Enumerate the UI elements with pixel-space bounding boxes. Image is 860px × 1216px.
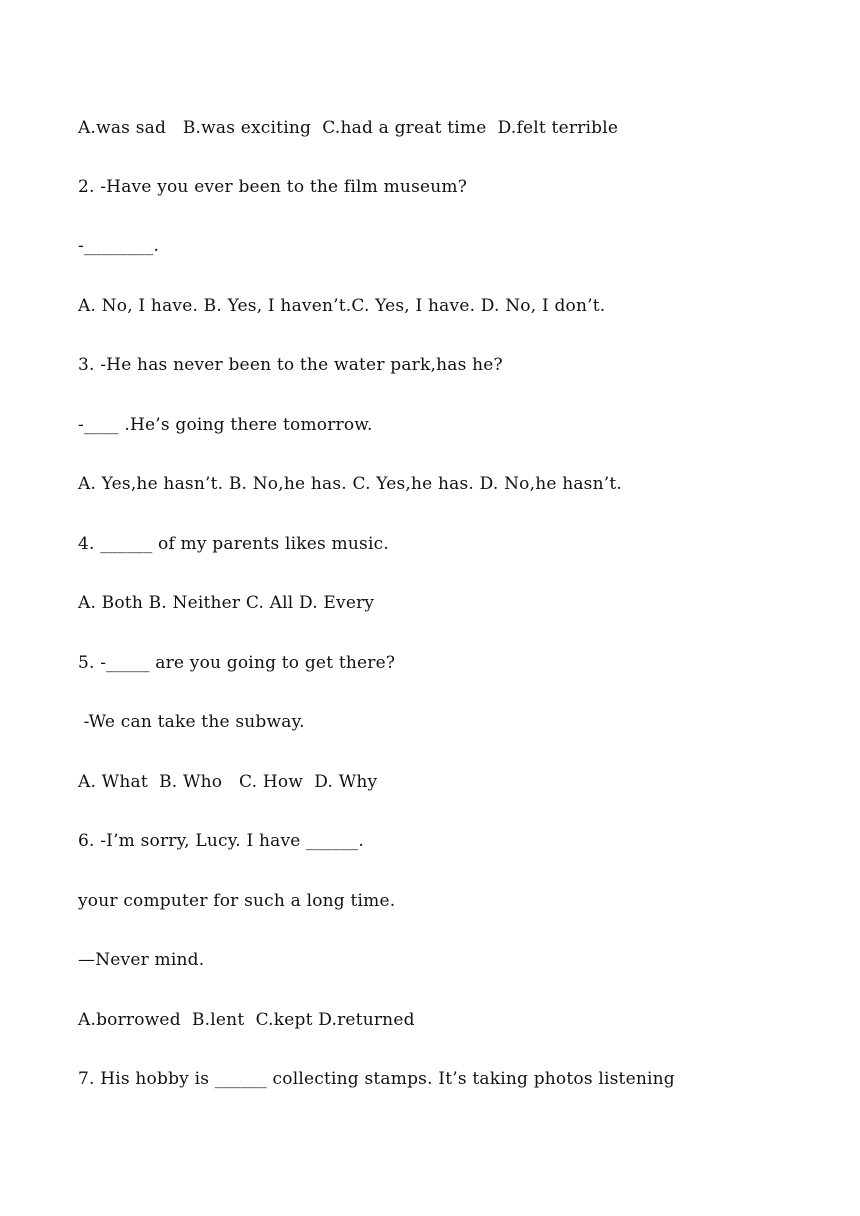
q5-response: -We can take the subway. [78,712,305,732]
q2-options: A. No, I have. B. Yes, I haven’t.C. Yes, I have. D. No, I don’t. [78,296,606,316]
q1-options: A.was sad B.was exciting C.had a great time D.felt terrible [78,118,619,138]
q5-options: A. What B. Who C. How D. Why [78,772,378,792]
q2-prompt: 2. -Have you ever been to the film museum? [78,177,468,197]
q2-answer-blank: -________. [78,236,160,256]
q6-prompt-continued: your computer for such a long time. [78,891,396,911]
q5-prompt: 5. -_____ are you going to get there? [78,653,396,673]
q6-prompt: 6. -I’m sorry, Lucy. I have ______. [78,831,364,851]
q4-options: A. Both B. Neither C. All D. Every [78,593,375,613]
q6-response: —Never mind. [78,950,205,970]
q3-prompt: 3. -He has never been to the water park,has he? [78,355,503,375]
q3-answer-blank: -____ .He’s going there tomorrow. [78,415,373,435]
q6-options: A.borrowed B.lent C.kept D.returned [78,1010,415,1030]
q3-options: A. Yes,he hasn’t. B. No,he has. C. Yes,he has. D. No,he hasn’t. [78,474,622,494]
q7-prompt: 7. His hobby is ______ collecting stamps. It’s taking photos listening [78,1069,675,1089]
q4-prompt: 4. ______ of my parents likes music. [78,534,389,554]
